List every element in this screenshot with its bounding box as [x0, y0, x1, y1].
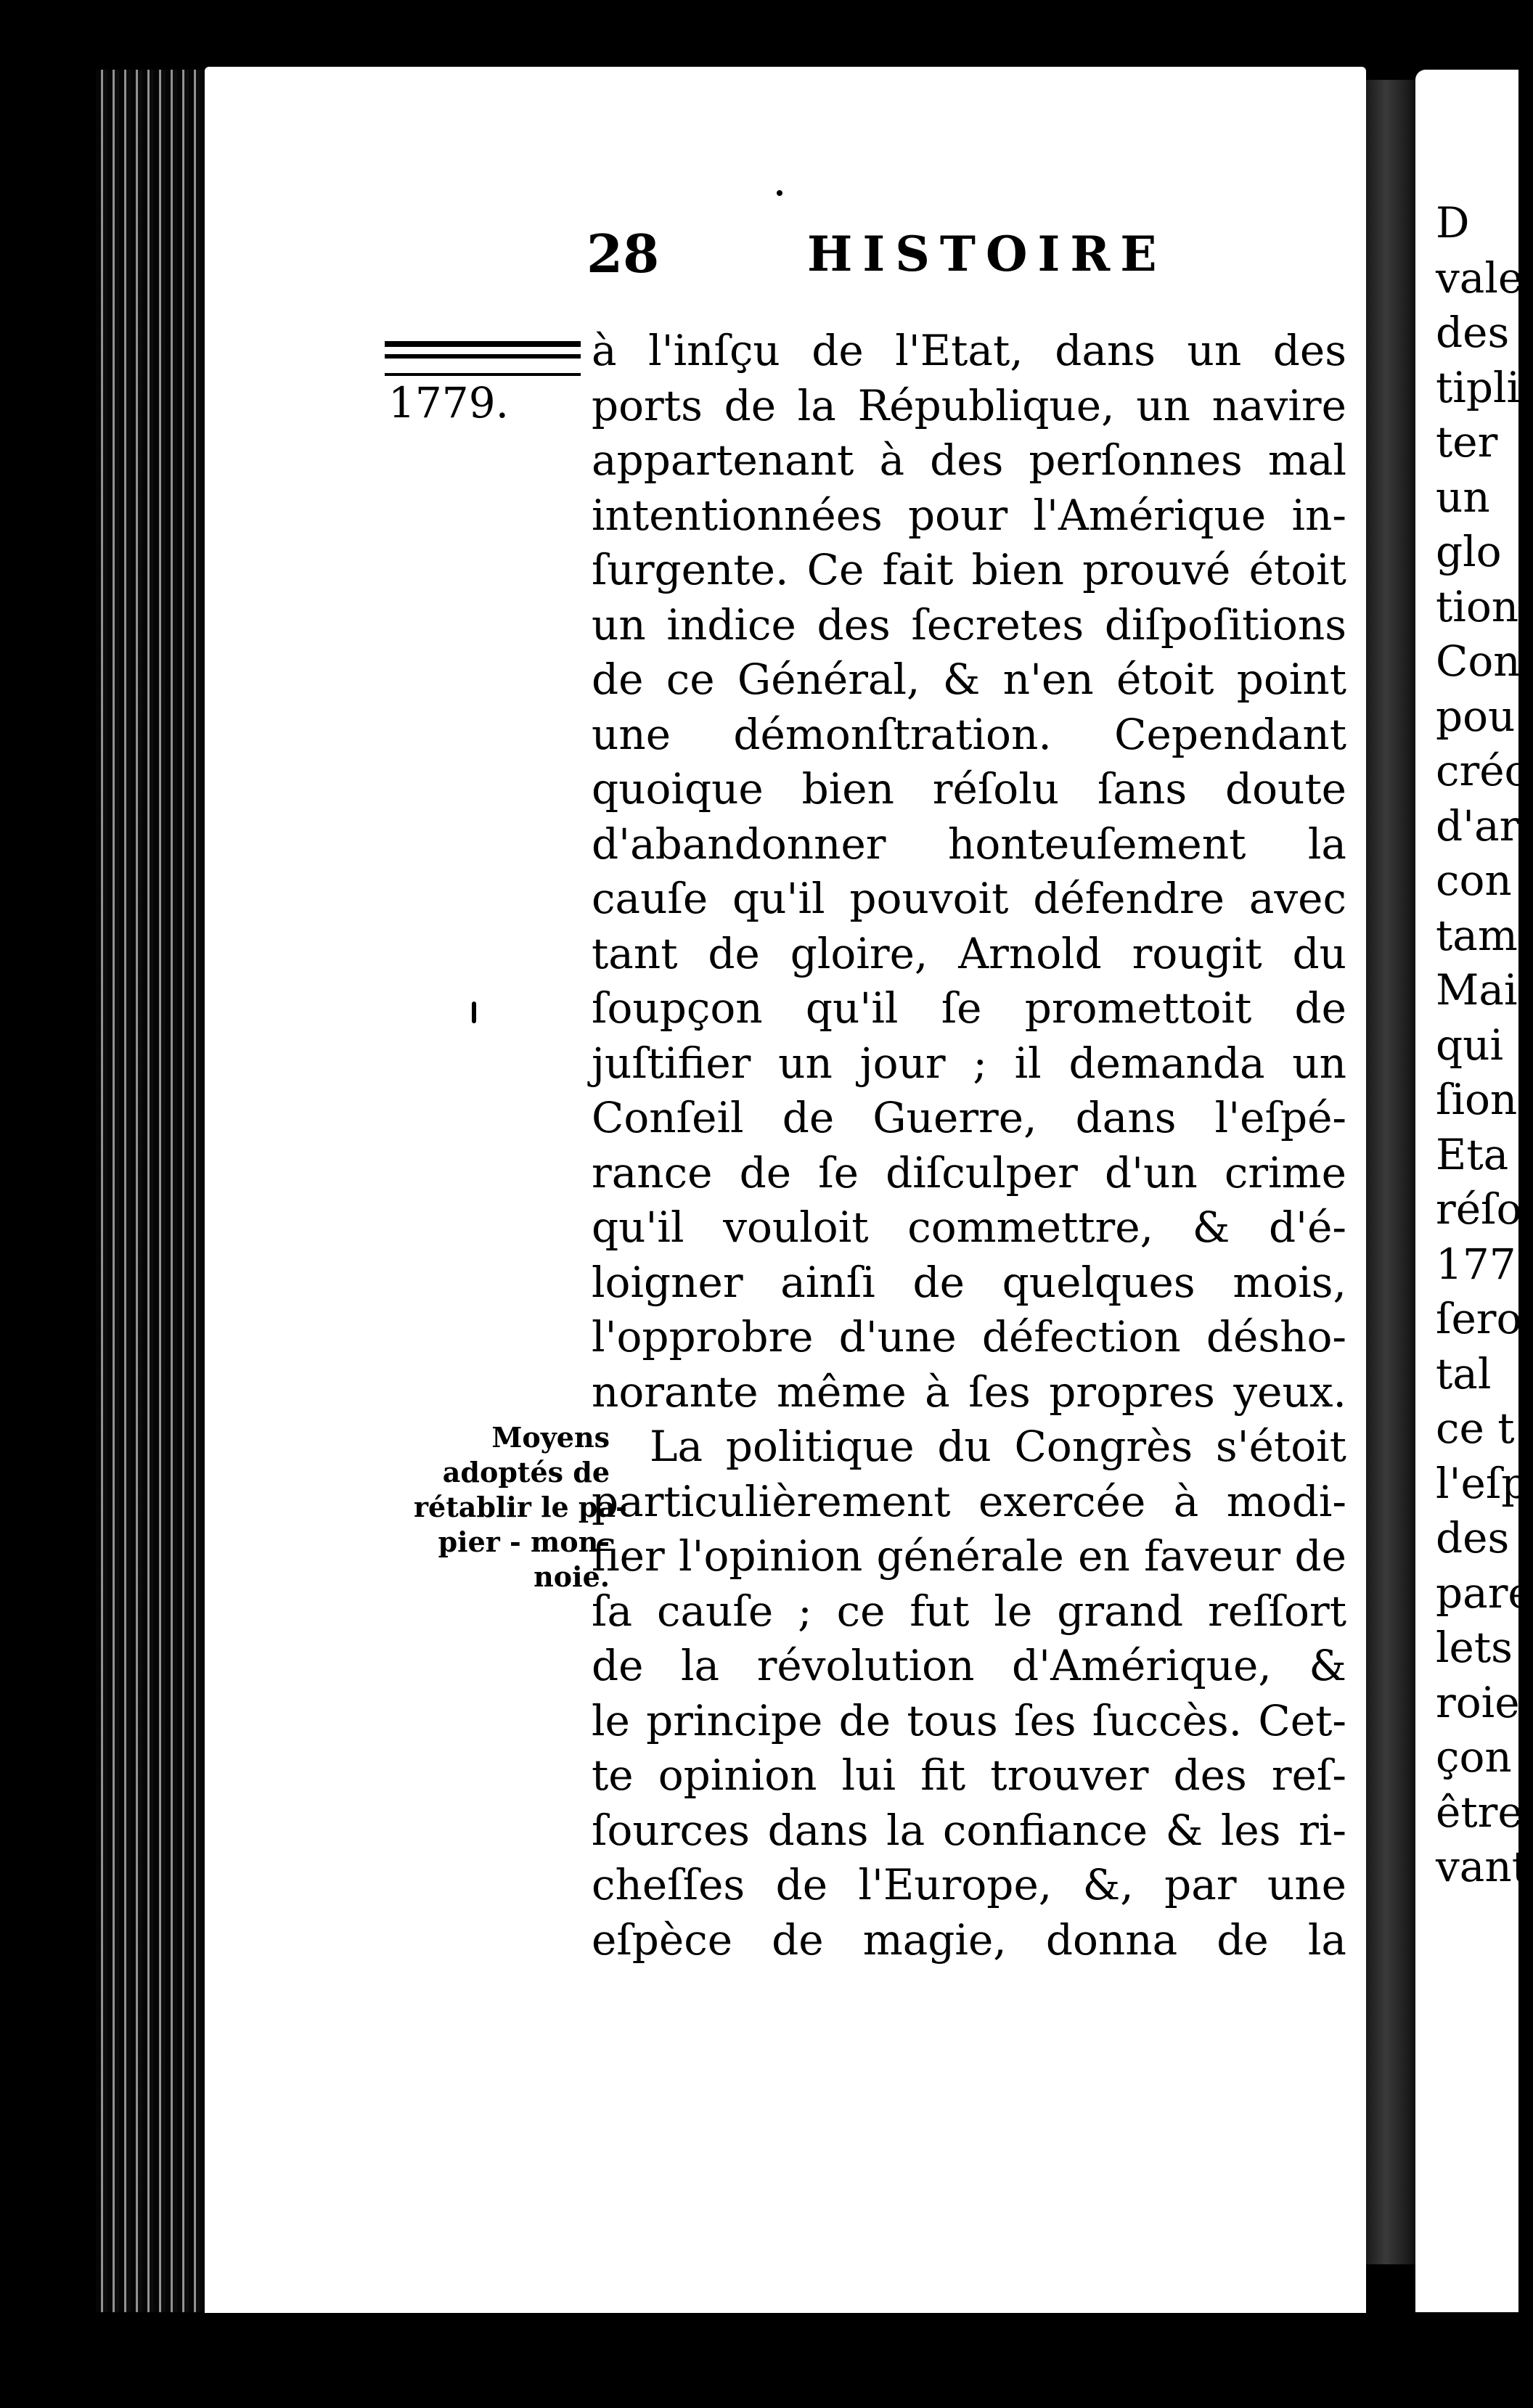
right-page-line-fragment: vale [1436, 253, 1524, 303]
page-number: 28 [586, 223, 660, 284]
body-line: norante même à ſes propres yeux. [592, 1367, 1346, 1417]
body-line: fier l'opinion générale en faveur de [592, 1531, 1346, 1581]
right-page-line-fragment: çon [1436, 1732, 1512, 1782]
body-line: à l'inſçu de l'Etat, dans un des [592, 326, 1346, 375]
margin-note-line: pier - mon- [438, 1526, 610, 1558]
right-page-line-fragment: pou [1436, 691, 1516, 741]
body-line: La politique du Congrès s'étoit [650, 1422, 1346, 1471]
body-line: juſtifier un jour ; il demanda un [592, 1038, 1346, 1088]
body-line: intentionnées pour l'Amérique in- [592, 490, 1346, 540]
right-page-line-fragment: glo [1436, 527, 1502, 576]
body-line: le principe de tous ſes ſuccès. Cet- [592, 1695, 1346, 1745]
right-page-line-fragment: réſo [1436, 1184, 1522, 1234]
margin-year: 1779. [388, 378, 510, 427]
body-line: qu'il vouloit commettre, & d'é- [592, 1203, 1346, 1252]
right-page-line-fragment: Eta [1436, 1129, 1509, 1179]
body-line: rance de ſe diſculper d'un crime [592, 1147, 1346, 1197]
body-line: Conſeil de Guerre, dans l'eſpé- [592, 1093, 1346, 1142]
right-page-line-fragment: d'ar [1436, 800, 1520, 851]
body-line: ſa cauſe ; ce fut le grand reſſort [592, 1586, 1346, 1636]
body-line: particulièrement exercée à modi- [592, 1476, 1346, 1526]
body-line: de la révolution d'Amérique, & [592, 1641, 1346, 1690]
ink-speck [472, 1002, 476, 1023]
body-line: ports de la République, un navire [592, 380, 1346, 430]
margin-note [414, 1420, 627, 1594]
book-page-edges [96, 70, 205, 2312]
right-page-line-fragment: des [1436, 1513, 1510, 1563]
body-line: ſurgente. Ce fait bien prouvé étoit [592, 545, 1346, 594]
right-page-line-fragment: lets [1436, 1623, 1513, 1672]
right-page-line-fragment: créc [1436, 746, 1529, 795]
margin-note-line: adoptés de [442, 1456, 610, 1488]
body-text [592, 324, 1346, 1967]
right-page-line-fragment: des [1436, 308, 1510, 357]
body-line: cauſe qu'il pouvoit défendre avec [592, 874, 1346, 923]
right-page-line-fragment: paré [1436, 1568, 1533, 1618]
right-page-line-fragment: roie [1436, 1677, 1520, 1727]
right-page-line-fragment: tal [1436, 1348, 1492, 1398]
body-line: appartenant à des perſonnes mal [592, 435, 1346, 485]
right-page-line-fragment: 177 [1436, 1239, 1516, 1289]
body-line: d'abandonner honteuſement la [592, 819, 1346, 869]
right-page-line-fragment: tam [1436, 910, 1518, 960]
body-line: quoique bien réſolu ſans doute [592, 764, 1346, 814]
body-line: une démonſtration. Cependant [592, 709, 1346, 759]
running-head: HISTOIRE [807, 226, 1167, 282]
margin-note-line: Moyens [491, 1421, 610, 1454]
right-page-line-fragment: un [1436, 472, 1490, 522]
body-line: un indice des ſecretes diſpoſitions [592, 599, 1346, 650]
body-line: cheſſes de l'Europe, &, par une [592, 1860, 1346, 1909]
right-page-line-fragment: Con [1436, 636, 1521, 686]
right-page-line-fragment: Mai [1436, 965, 1518, 1015]
right-page-line-fragment: qui [1436, 1020, 1504, 1070]
book-gutter [1366, 80, 1415, 2264]
right-page-line-fragment: ſero [1436, 1294, 1522, 1343]
right-page-line-fragment: ſion [1436, 1075, 1518, 1124]
right-page-line-fragment: ce t [1436, 1404, 1515, 1453]
body-line: te opinion lui fit trouver des reſ- [592, 1750, 1346, 1800]
right-page-line-fragment: tion [1436, 581, 1519, 631]
right-page-head-fragment: D [1436, 198, 1470, 247]
body-line: ſoupçon qu'il ſe promettoit de [592, 983, 1346, 1033]
margin-note-line: rétablir le pa- [414, 1491, 627, 1523]
body-line: de ce Général, & n'en étoit point [592, 655, 1346, 704]
right-page-line-fragment: vant [1436, 1842, 1529, 1891]
margin-rule [385, 341, 581, 376]
right-page-text [1436, 181, 1533, 1895]
body-line: eſpèce de magie, donna de la [592, 1914, 1346, 1965]
body-line: l'opprobre d'une défection désho- [592, 1312, 1346, 1361]
body-line: loigner ainſi de quelques mois, [592, 1257, 1346, 1307]
right-page-line-fragment: l'eſp [1436, 1458, 1529, 1508]
right-page-line-fragment: ter [1436, 417, 1498, 467]
body-line: tant de gloire, Arnold rougit du [592, 928, 1346, 978]
ink-speck [777, 190, 782, 196]
body-line: ſources dans la confiance & les ri- [592, 1805, 1346, 1855]
right-page-line-fragment: tipli [1436, 362, 1521, 412]
margin-note-line: noie. [534, 1560, 610, 1593]
right-page-line-fragment: con [1436, 856, 1512, 905]
ink-speck [784, 2402, 790, 2408]
right-page-line-fragment: être [1436, 1787, 1523, 1837]
